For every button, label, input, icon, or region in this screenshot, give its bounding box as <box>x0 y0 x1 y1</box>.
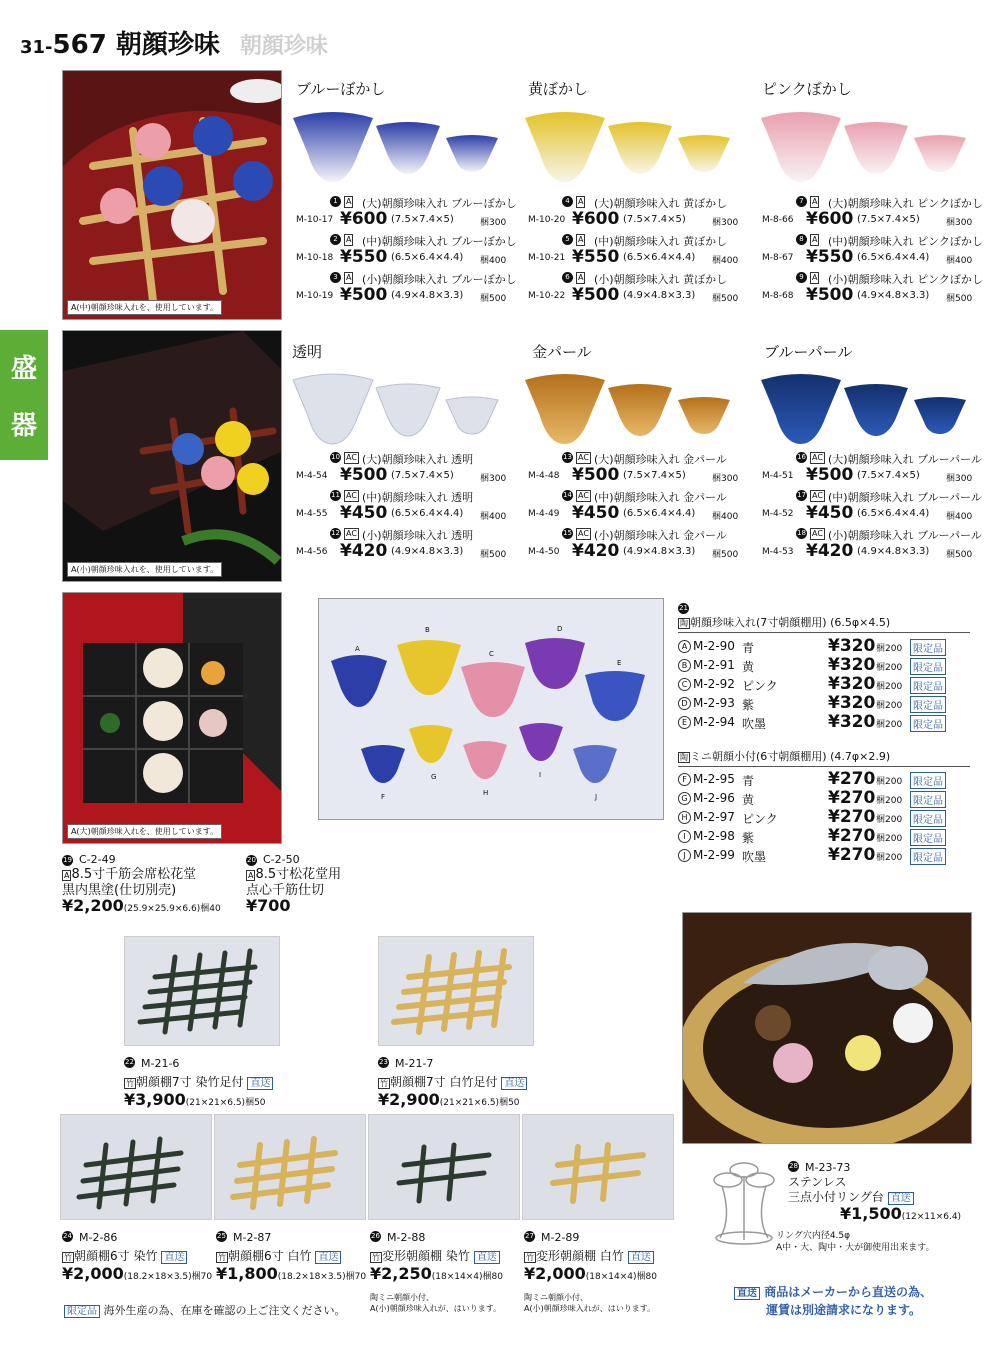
group-6sun: 陶 ミニ朝顔小付(6寸朝顔棚用) (4.7φ×2.9) <box>680 750 891 763</box>
product-entry[interactable]: 4 A (大)朝顔珍味入れ 黄ぼかし M-10-20 ¥600 (7.5×7.4×5) 梱300 <box>528 197 739 229</box>
footer-direct-note: 直送 商品はメーカーから直送の為、 運賃は別途請求になります。 <box>734 1284 932 1319</box>
product-m-2-87[interactable]: 25 M-2-87 竹 朝顔棚6寸 白竹 直送 ¥1,800(18.2×18×3.5)梱70 <box>216 1231 367 1283</box>
group-underline <box>678 632 970 633</box>
photo-rack-white-legs <box>378 936 534 1046</box>
variant-heading: ブルーぼかし <box>296 80 386 98</box>
product-entry[interactable]: 14 AC (中)朝顔珍味入れ 金パール M-4-49 ¥450 (6.5×6.4×4.4) 梱400 <box>528 491 739 523</box>
variant-heading: 金パール <box>532 343 592 361</box>
variant-row[interactable]: B M-2-91 黄 ¥320 梱200 限定品 <box>678 657 968 675</box>
product-entry[interactable]: 10 AC (大)朝顔珍味入れ 透明 M-4-54 ¥500 (7.5×7.4×5) 梱300 <box>296 453 507 485</box>
variant-row[interactable]: I M-2-98 紫 ¥270 梱200 限定品 <box>678 828 968 846</box>
product-c-2-50[interactable]: 20 C-2-50 A 8.5寸松花堂用 点心千筋仕切 ¥700 <box>246 853 342 915</box>
photo-bento <box>62 592 282 844</box>
cup-letter: B <box>425 626 430 634</box>
variant-row[interactable]: G M-2-96 黄 ¥270 梱200 限定品 <box>678 790 968 808</box>
ring-note: A中・大、陶中・大が御使用出来ます。 <box>776 1243 935 1253</box>
photo-mini-cups <box>318 598 664 820</box>
photo-basket <box>682 912 972 1144</box>
product-entry[interactable]: 11 AC (中)朝顔珍味入れ 透明 M-4-55 ¥450 (6.5×6.4×4.4) 梱400 <box>296 491 507 523</box>
footer-limited-note: 限定品 海外生産の為、在庫を確認の上ご注文ください。 <box>64 1302 346 1318</box>
rack-note: A(小)朝顔珍味入れが、はいります。 <box>370 1304 502 1313</box>
cups-yellow-gradient <box>520 104 740 190</box>
ring-stand-icon <box>702 1158 786 1248</box>
cups-pink-gradient <box>756 104 976 190</box>
cup-letter: I <box>539 771 542 779</box>
variant-row[interactable]: C M-2-92 ピンク ¥320 梱200 限定品 <box>678 676 968 694</box>
variant-heading: 黄ぼかし <box>528 80 589 98</box>
product-entry[interactable]: 6 A (小)朝顔珍味入れ 黄ぼかし M-10-22 ¥500 (4.9×4.8×3.3) 梱500 <box>528 273 739 305</box>
product-m-2-89[interactable]: 27 M-2-89 竹 変形朝顔棚 白竹 直送 ¥2,000(18×14×4)梱80 <box>524 1231 657 1283</box>
product-entry[interactable]: 3 A (小)朝顔珍味入れ ブルーぼかし M-10-19 ¥500 (4.9×4.8×3.3) 梱500 <box>296 273 517 305</box>
variant-heading: ブルーパール <box>764 343 853 361</box>
product-entry[interactable]: 12 AC (小)朝顔珍味入れ 透明 M-4-56 ¥420 (4.9×4.8×3.3) 梱500 <box>296 529 507 561</box>
photo-rack-dyed-legs <box>124 936 280 1046</box>
photo-rack-6-white <box>214 1114 366 1220</box>
product-c-2-49[interactable]: 19 C-2-49 A 8.5寸千筋会席松花堂 黒内黒塗(仕切別売) ¥2,200(25.9×25.9×6.6)梱40 <box>62 853 221 915</box>
photo-caption: A(小)朝顔珍味入れを、使用しています。 <box>67 562 222 577</box>
variant-row[interactable]: A M-2-90 青 ¥320 梱200 限定品 <box>678 638 968 656</box>
photo-rack-odd-dyed <box>368 1114 520 1220</box>
product-entry[interactable]: 2 A (中)朝顔珍味入れ ブルーぼかし M-10-18 ¥550 (6.5×6.4×4.4) 梱400 <box>296 235 517 267</box>
rack-note: 陶ミニ朝顔小付、 <box>524 1293 588 1302</box>
product-entry[interactable]: 15 AC (小)朝顔珍味入れ 金パール M-4-50 ¥420 (4.9×4.8×3.3) 梱500 <box>528 529 739 561</box>
cup-letter: C <box>489 650 494 658</box>
cups-clear <box>288 366 508 452</box>
rack-note: 陶ミニ朝顔小付、 <box>370 1293 434 1302</box>
variant-row[interactable]: J M-2-99 吹墨 ¥270 梱200 限定品 <box>678 847 968 865</box>
cup-letter: J <box>595 793 598 801</box>
cup-letter: E <box>617 659 622 667</box>
ring-note: リング穴内径4.5φ <box>776 1231 851 1241</box>
variant-heading: ピンクぼかし <box>762 80 852 98</box>
product-m-21-6[interactable]: 22 M-21-6 竹 朝顔棚7寸 染竹足付 直送 ¥3,900(21×21×6.5)梱50 <box>124 1052 273 1109</box>
product-entry[interactable]: 16 AC (大)朝顔珍味入れ ブルーパール M-4-51 ¥500 (7.5×7.4×5) 梱300 <box>762 453 982 485</box>
group-7sun: 陶 朝顔珍味入れ(7寸朝顔棚用) (6.5φ×4.5) <box>680 616 891 629</box>
cup-letter: F <box>381 793 386 801</box>
cup-letter: D <box>557 625 563 633</box>
photo-black-tray <box>62 330 282 582</box>
photo-tray-blue <box>62 70 282 320</box>
photo-rack-odd-white <box>522 1114 674 1220</box>
cups-blue-gradient <box>288 104 508 190</box>
variant-row[interactable]: E M-2-94 吹墨 ¥320 梱200 限定品 <box>678 714 968 732</box>
variant-row[interactable]: F M-2-95 青 ¥270 梱200 限定品 <box>678 771 968 789</box>
cup-letter: H <box>483 789 489 797</box>
product-entry[interactable]: 5 A (中)朝顔珍味入れ 黄ぼかし M-10-21 ¥550 (6.5×6.4×4.4) 梱400 <box>528 235 739 267</box>
photo-rack-6-dyed <box>60 1114 212 1220</box>
variant-heading: 透明 <box>292 343 323 361</box>
photo-caption: A(中)朝顔珍味入れを、使用しています。 <box>67 300 222 315</box>
cups-gold-pearl <box>520 366 740 452</box>
variant-row[interactable]: H M-2-97 ピンク ¥270 梱200 限定品 <box>678 809 968 827</box>
product-m-23-73[interactable]: 28 M-23-73 ステンレス 三点小付リング台 直送 ¥1,500(12×11×6.4) <box>788 1161 962 1223</box>
product-entry[interactable]: 13 AC (大)朝顔珍味入れ 金パール M-4-48 ¥500 (7.5×7.4×5) 梱300 <box>528 453 739 485</box>
cup-letter: A <box>355 645 360 653</box>
product-entry[interactable]: 9 A (小)朝顔珍味入れ ピンクぼかし M-8-68 ¥500 (4.9×4.8×3.3) 梱500 <box>762 273 983 305</box>
product-entry[interactable]: 1 A (大)朝顔珍味入れ ブルーぼかし M-10-17 ¥600 (7.5×7.4×5) 梱300 <box>296 197 517 229</box>
product-entry[interactable]: 18 AC (小)朝顔珍味入れ ブルーパール M-4-53 ¥420 (4.9×4.8×3.3) 梱500 <box>762 529 982 561</box>
category-tab[interactable]: 盛 器 <box>0 330 48 460</box>
item-21: 21 <box>679 604 688 612</box>
cup-letter: G <box>431 773 437 781</box>
group-underline <box>678 766 970 767</box>
product-entry[interactable]: 8 A (中)朝顔珍味入れ ピンクぼかし M-8-67 ¥550 (6.5×6.4×4.4) 梱400 <box>762 235 983 267</box>
product-entry[interactable]: 7 A (大)朝顔珍味入れ ピンクぼかし M-8-66 ¥600 (7.5×7.4×5) 梱300 <box>762 197 983 229</box>
cups-blue-pearl <box>756 366 976 452</box>
page-title: 31-567 朝顔珍味 朝顔珍味 <box>20 30 328 60</box>
product-m-21-7[interactable]: 23 M-21-7 竹 朝顔棚7寸 白竹足付 直送 ¥2,900(21×21×6.5)梱50 <box>378 1052 527 1109</box>
product-m-2-88[interactable]: 26 M-2-88 竹 変形朝顔棚 染竹 直送 ¥2,250(18×14×4)梱80 <box>370 1231 503 1283</box>
product-m-2-86[interactable]: 24 M-2-86 竹 朝顔棚6寸 染竹 直送 ¥2,000(18.2×18×3.5)梱70 <box>62 1231 213 1283</box>
photo-caption: A(大)朝顔珍味入れを、使用しています。 <box>67 824 222 839</box>
variant-row[interactable]: D M-2-93 紫 ¥320 梱200 限定品 <box>678 695 968 713</box>
rack-note: A(小)朝顔珍味入れが、はいります。 <box>524 1304 656 1313</box>
product-entry[interactable]: 17 AC (中)朝顔珍味入れ ブルーパール M-4-52 ¥450 (6.5×6.4×4.4) 梱400 <box>762 491 982 523</box>
